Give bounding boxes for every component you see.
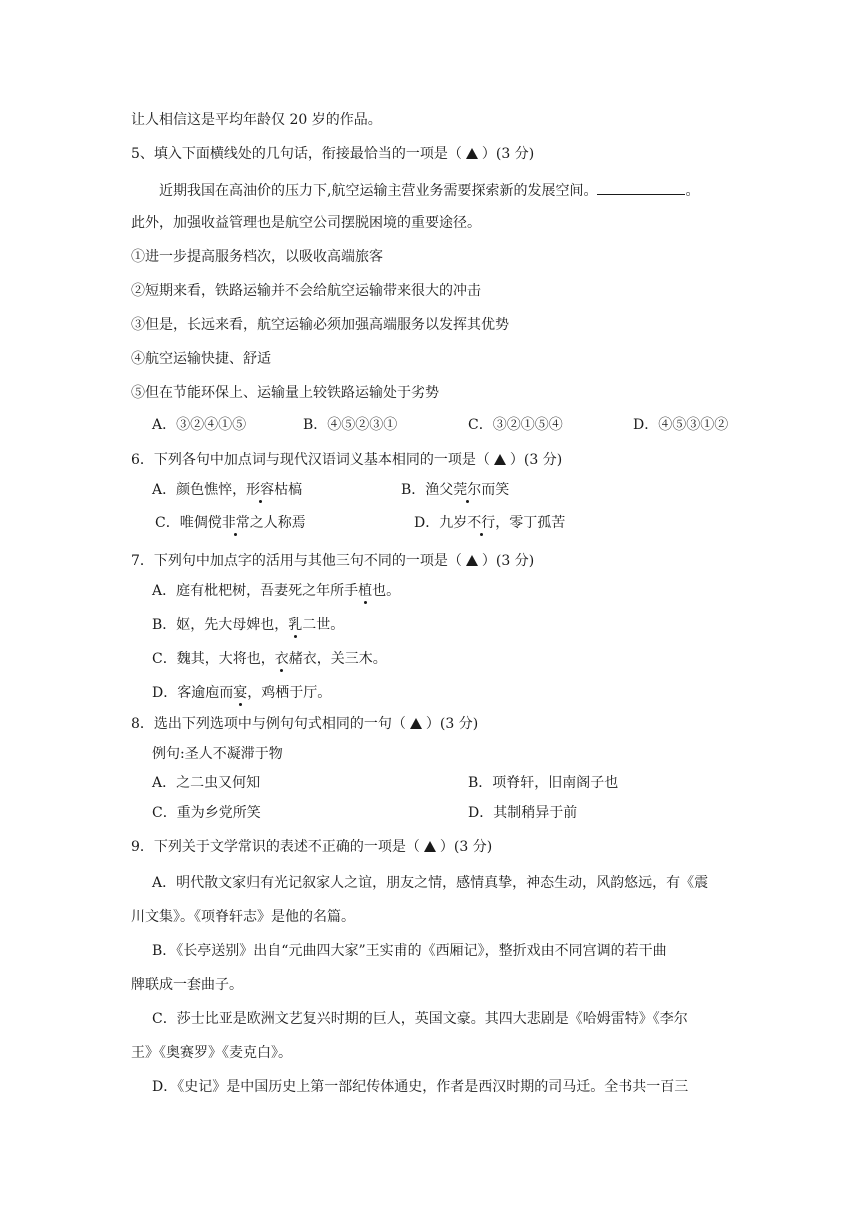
- q9-option-a-line2: 川文集》。《项脊轩志》是他的名篇。: [131, 909, 355, 925]
- q8-option-a: A．之二虫又何知: [152, 775, 261, 791]
- q5-option-c: C．③②①⑤④: [468, 417, 563, 433]
- q7-option-d: D．客逾庖而宴，鸡栖于厅。: [152, 685, 332, 701]
- q8-stem: 8．选出下列选项中与例句句式相同的一句（ ）(3 分): [131, 716, 479, 732]
- q5-passage-continued: 此外，加强收益管理也是航空公司摆脱困境的重要途径。: [131, 215, 481, 231]
- q9-stem: 9．下列关于文学常识的表述不正确的一项是（ ）(3 分): [131, 839, 493, 855]
- q7-option-b: B．妪，先大母婢也，乳二世。: [152, 617, 345, 633]
- triangle-icon: [466, 555, 478, 566]
- triangle-icon: [466, 148, 478, 159]
- q6-option-b: B．渔父莞尔而笑: [401, 482, 510, 498]
- q6-option-c: C．唯倜傥非常之人称焉: [155, 515, 306, 531]
- q9-option-b-line2: 牌联成一套曲子。: [131, 977, 243, 993]
- q7-option-c: C．魏其，大将也，衣赭衣，关三木。: [152, 651, 387, 667]
- q9-option-b-line1: B．《长亭送别》出自“元曲四大家”王实甫的《西厢记》，整折戏由不同宫调的若干曲: [152, 943, 667, 959]
- q5-sentence-3: ③但是，长远来看，航空运输必须加强高端服务以发挥其优势: [131, 317, 509, 333]
- q5-option-a: A．③②④①⑤: [152, 417, 247, 433]
- q5-option-b: B．④⑤②③①: [303, 417, 398, 433]
- q9-option-c-line2: 王》《奥赛罗》《麦克白》。: [131, 1045, 292, 1061]
- q8-example: 例句:圣人不凝滞于物: [152, 746, 283, 762]
- q6-option-d: D．九岁不行，零丁孤苦: [414, 515, 566, 531]
- q5-stem: 5、填入下面横线处的几句话，衔接最恰当的一项是（ ）(3 分): [131, 146, 535, 162]
- q6-option-a: A．颜色憔悴，形容枯槁: [152, 482, 303, 498]
- q5-passage: 近期我国在高油价的压力下,航空运输主营业务需要探索新的发展空间。 。: [159, 180, 699, 200]
- intro-line: 让人相信这是平均年龄仅 20 岁的作品。: [131, 112, 382, 128]
- q9-option-a-line1: A．明代散文家归有光记叙家人之谊，朋友之情，感情真挚，神态生动，风韵悠远，有《震: [152, 875, 709, 891]
- q8-option-d: D．其制稍异于前: [468, 805, 578, 821]
- triangle-icon: [424, 841, 436, 852]
- q5-sentence-1: ①进一步提高服务档次，以吸收高端旅客: [131, 249, 383, 265]
- answer-blank[interactable]: [597, 180, 685, 195]
- triangle-icon: [410, 718, 422, 729]
- q9-option-c-line1: C．莎士比亚是欧洲文艺复兴时期的巨人，英国文豪。其四大悲剧是《哈姆雷特》《李尔: [152, 1011, 688, 1027]
- q7-option-a: A．庭有枇杷树，吾妻死之年所手植也。: [152, 583, 401, 599]
- q7-stem: 7．下列句中加点字的活用与其他三句不同的一项是（ ）(3 分): [131, 553, 535, 569]
- q5-sentence-2: ②短期来看，铁路运输并不会给航空运输带来很大的冲击: [131, 283, 481, 299]
- q5-option-d: D．④⑤③①②: [633, 417, 729, 433]
- q9-option-d-line1: D．《史记》是中国历史上第一部纪传体通史，作者是西汉时期的司马迁。全书共一百三: [152, 1079, 689, 1095]
- q8-option-c: C．重为乡党所笑: [152, 805, 261, 821]
- q6-stem: 6．下列各句中加点词与现代汉语词义基本相同的一项是（ ）(3 分): [131, 452, 563, 468]
- q5-sentence-4: ④航空运输快捷、舒适: [131, 351, 271, 367]
- q8-option-b: B．项脊轩，旧南阁子也: [468, 775, 619, 791]
- q5-sentence-5: ⑤但在节能环保上、运输量上较铁路运输处于劣势: [131, 385, 439, 401]
- triangle-icon: [494, 454, 506, 465]
